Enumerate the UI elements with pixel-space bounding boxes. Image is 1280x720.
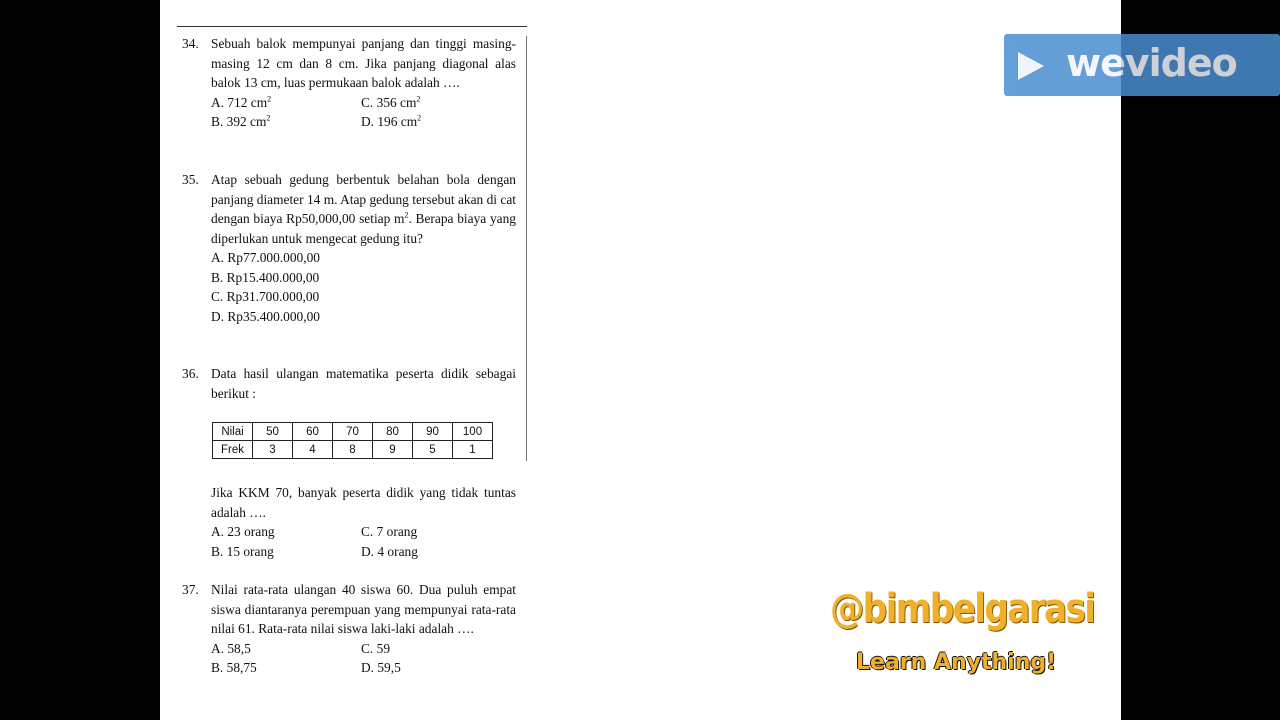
- question-stem: Nilai rata-rata ulangan 40 siswa 60. Dua puluh empat siswa diantaranya perempuan yang mempunyai rata-rata nilai 61. Rata-rata nilai siswa laki-laki adalah ….: [211, 582, 516, 636]
- option-c: C. 356 $cm^2$: [361, 94, 421, 110]
- question-stem: Data hasil ulangan matematika peserta didik sebagai berikut :: [211, 366, 516, 401]
- question-stem: Sebuah balok mempunyai panjang dan tinggi masing-masing 12 cm dan 8 cm. Jika panjang diagonal alas balok 13 cm, luas permukaan balok adalah ….: [211, 36, 516, 90]
- option-b: B. Rp15.400.000,00: [211, 269, 320, 285]
- frequency-table: [212, 422, 493, 459]
- table-cell: 60: [293, 423, 333, 441]
- table-cell: 5: [413, 441, 453, 459]
- table-cell: 80: [373, 423, 413, 441]
- question-36: [182, 364, 516, 403]
- row-header: Frek: [213, 441, 253, 459]
- table-cell: 50: [253, 423, 293, 441]
- question-34: [182, 34, 516, 132]
- option-d: D. 59,5: [361, 660, 401, 675]
- table-cell: 90: [413, 423, 453, 441]
- wevideo-watermark: [1004, 34, 1280, 96]
- option-a: A. Rp77.000.000,00: [211, 250, 320, 265]
- option-c: C. 59: [361, 640, 391, 656]
- table-cell: 100: [453, 423, 493, 441]
- question-36-part-2: [182, 483, 516, 561]
- question-37: [182, 580, 516, 678]
- table-row: [213, 423, 493, 441]
- column-rule: [526, 36, 527, 461]
- question-number: 37.: [182, 582, 199, 597]
- option-b: B. 58,75: [211, 660, 257, 675]
- table-cell: 3: [253, 441, 293, 459]
- question-number: 35.: [182, 172, 199, 187]
- option-b: B. 392 $cm^2$: [211, 113, 271, 129]
- question-number: 36.: [182, 366, 199, 381]
- question-35: [182, 170, 516, 326]
- brand-handle: @bimbelgarasi: [830, 586, 1095, 632]
- option-d: D. 196 $cm^2$: [361, 113, 422, 129]
- question-number: 34.: [182, 36, 199, 51]
- option-c: C. Rp31.700.000,00: [211, 289, 320, 304]
- play-icon: [1018, 52, 1044, 80]
- table-cell: 9: [373, 441, 413, 459]
- option-c: C. 7 orang: [361, 524, 418, 539]
- top-rule: [177, 26, 527, 27]
- option-b: B. 15 orang: [211, 543, 274, 559]
- option-a: A. 23 orang: [211, 524, 275, 539]
- option-d: D. Rp35.400.000,00: [211, 308, 320, 324]
- option-a: A. 712 $cm^2$: [211, 94, 272, 110]
- table-cell: 4: [293, 441, 333, 459]
- option-d: D. 4 orang: [361, 543, 418, 559]
- table-row: [213, 441, 493, 459]
- watermark-text: wevideo: [1066, 41, 1237, 85]
- table-cell: 8: [333, 441, 373, 459]
- option-a: A. 58,5: [211, 640, 251, 656]
- row-header: Nilai: [213, 423, 253, 441]
- question-stem: Jika KKM 70, banyak peserta didik yang tidak tuntas adalah ….: [211, 485, 516, 520]
- question-stem: Atap sebuah gedung berbentuk belahan bola dengan panjang diameter 14 m. Atap gedung tersebut akan di cat dengan biaya Rp50,000,00 setiap $m^2$. Berapa biaya yang diperlukan untuk mengecat gedung itu?: [211, 172, 516, 246]
- table-cell: 70: [333, 423, 373, 441]
- brand-tagline: Learn Anything!: [856, 650, 1057, 675]
- table-cell: 1: [453, 441, 493, 459]
